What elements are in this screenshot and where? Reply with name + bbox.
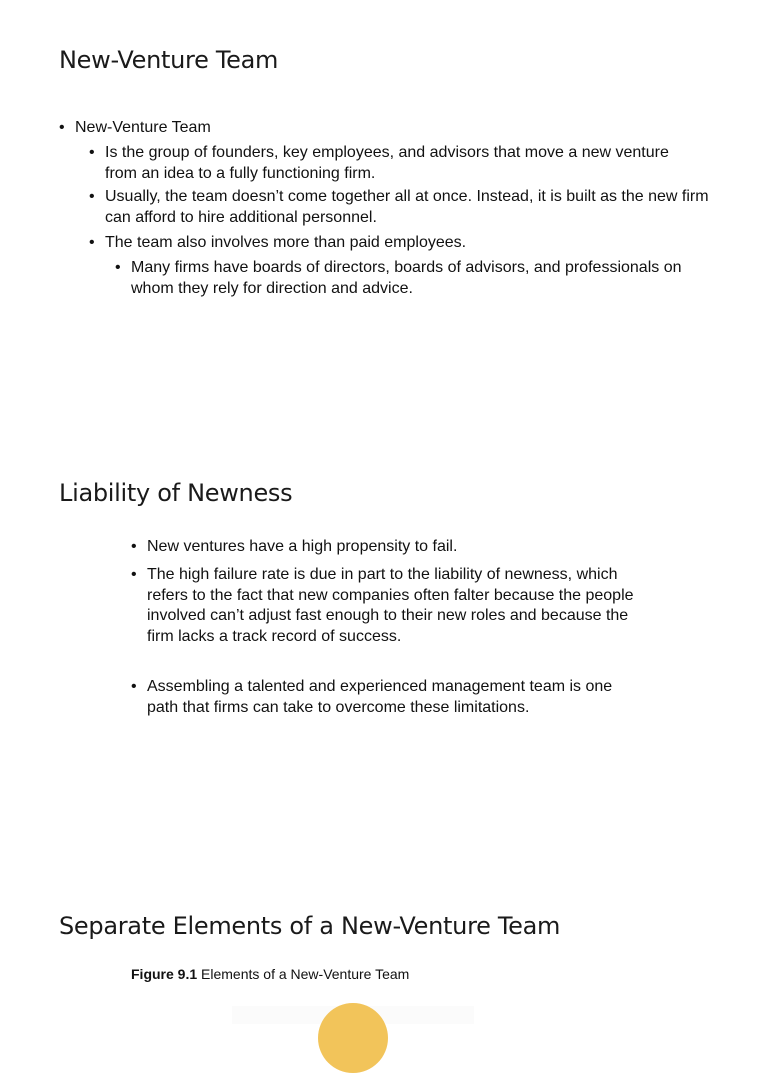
bullet-text: New-Venture Team	[75, 119, 211, 136]
bullet-text: Usually, the team doesn’t come together all at once. Instead, it is built as the new firm can afford to hire additional personnel.	[105, 188, 709, 226]
figure-caption	[131, 966, 409, 982]
bullet-text: New ventures have a high propensity to fail.	[147, 538, 458, 555]
bullet-dot-icon: •	[131, 678, 137, 695]
bullet-item	[131, 565, 637, 647]
bullet-level1	[59, 118, 675, 139]
bullet-text: The high failure rate is due in part to the liability of newness, which refers to the fact that new companies often falter because the people involved can’t adjust fast enough to their new roles and because the firm lacks a track record of success.	[147, 566, 634, 645]
bullet-dot-icon: •	[89, 188, 95, 205]
figure-label: Figure 9.1	[131, 966, 198, 982]
bullet-text: Is the group of founders, key employees, and advisors that move a new venture from an idea to a fully functioning firm.	[105, 144, 669, 182]
bullet-level2	[89, 143, 680, 184]
bullet-text: Many firms have boards of directors, boards of advisors, and professionals on whom they rely for direction and advice.	[131, 259, 682, 297]
bullet-item	[131, 537, 637, 558]
bullet-item	[131, 677, 637, 718]
figure-caption-text: Elements of a New-Venture Team	[201, 966, 410, 982]
bullet-level3	[115, 258, 726, 299]
bullet-dot-icon: •	[115, 259, 121, 276]
bullet-dot-icon: •	[89, 144, 95, 161]
bullet-level2	[89, 233, 715, 254]
slide-title: New-Venture Team	[59, 46, 279, 74]
bullet-text: Assembling a talented and experienced management team is one path that firms can take to overcome these limitations.	[147, 678, 613, 716]
slide-title: Liability of Newness	[59, 479, 293, 507]
bullet-level2	[89, 187, 715, 228]
bullet-dot-icon: •	[89, 234, 95, 251]
bullet-text: The team also involves more than paid employees.	[105, 234, 467, 251]
bullet-dot-icon: •	[59, 119, 65, 136]
bullet-dot-icon: •	[131, 566, 137, 583]
figure-circle-shape	[318, 1003, 388, 1073]
bullet-dot-icon: •	[131, 538, 137, 555]
slide-title: Separate Elements of a New-Venture Team	[59, 912, 561, 940]
